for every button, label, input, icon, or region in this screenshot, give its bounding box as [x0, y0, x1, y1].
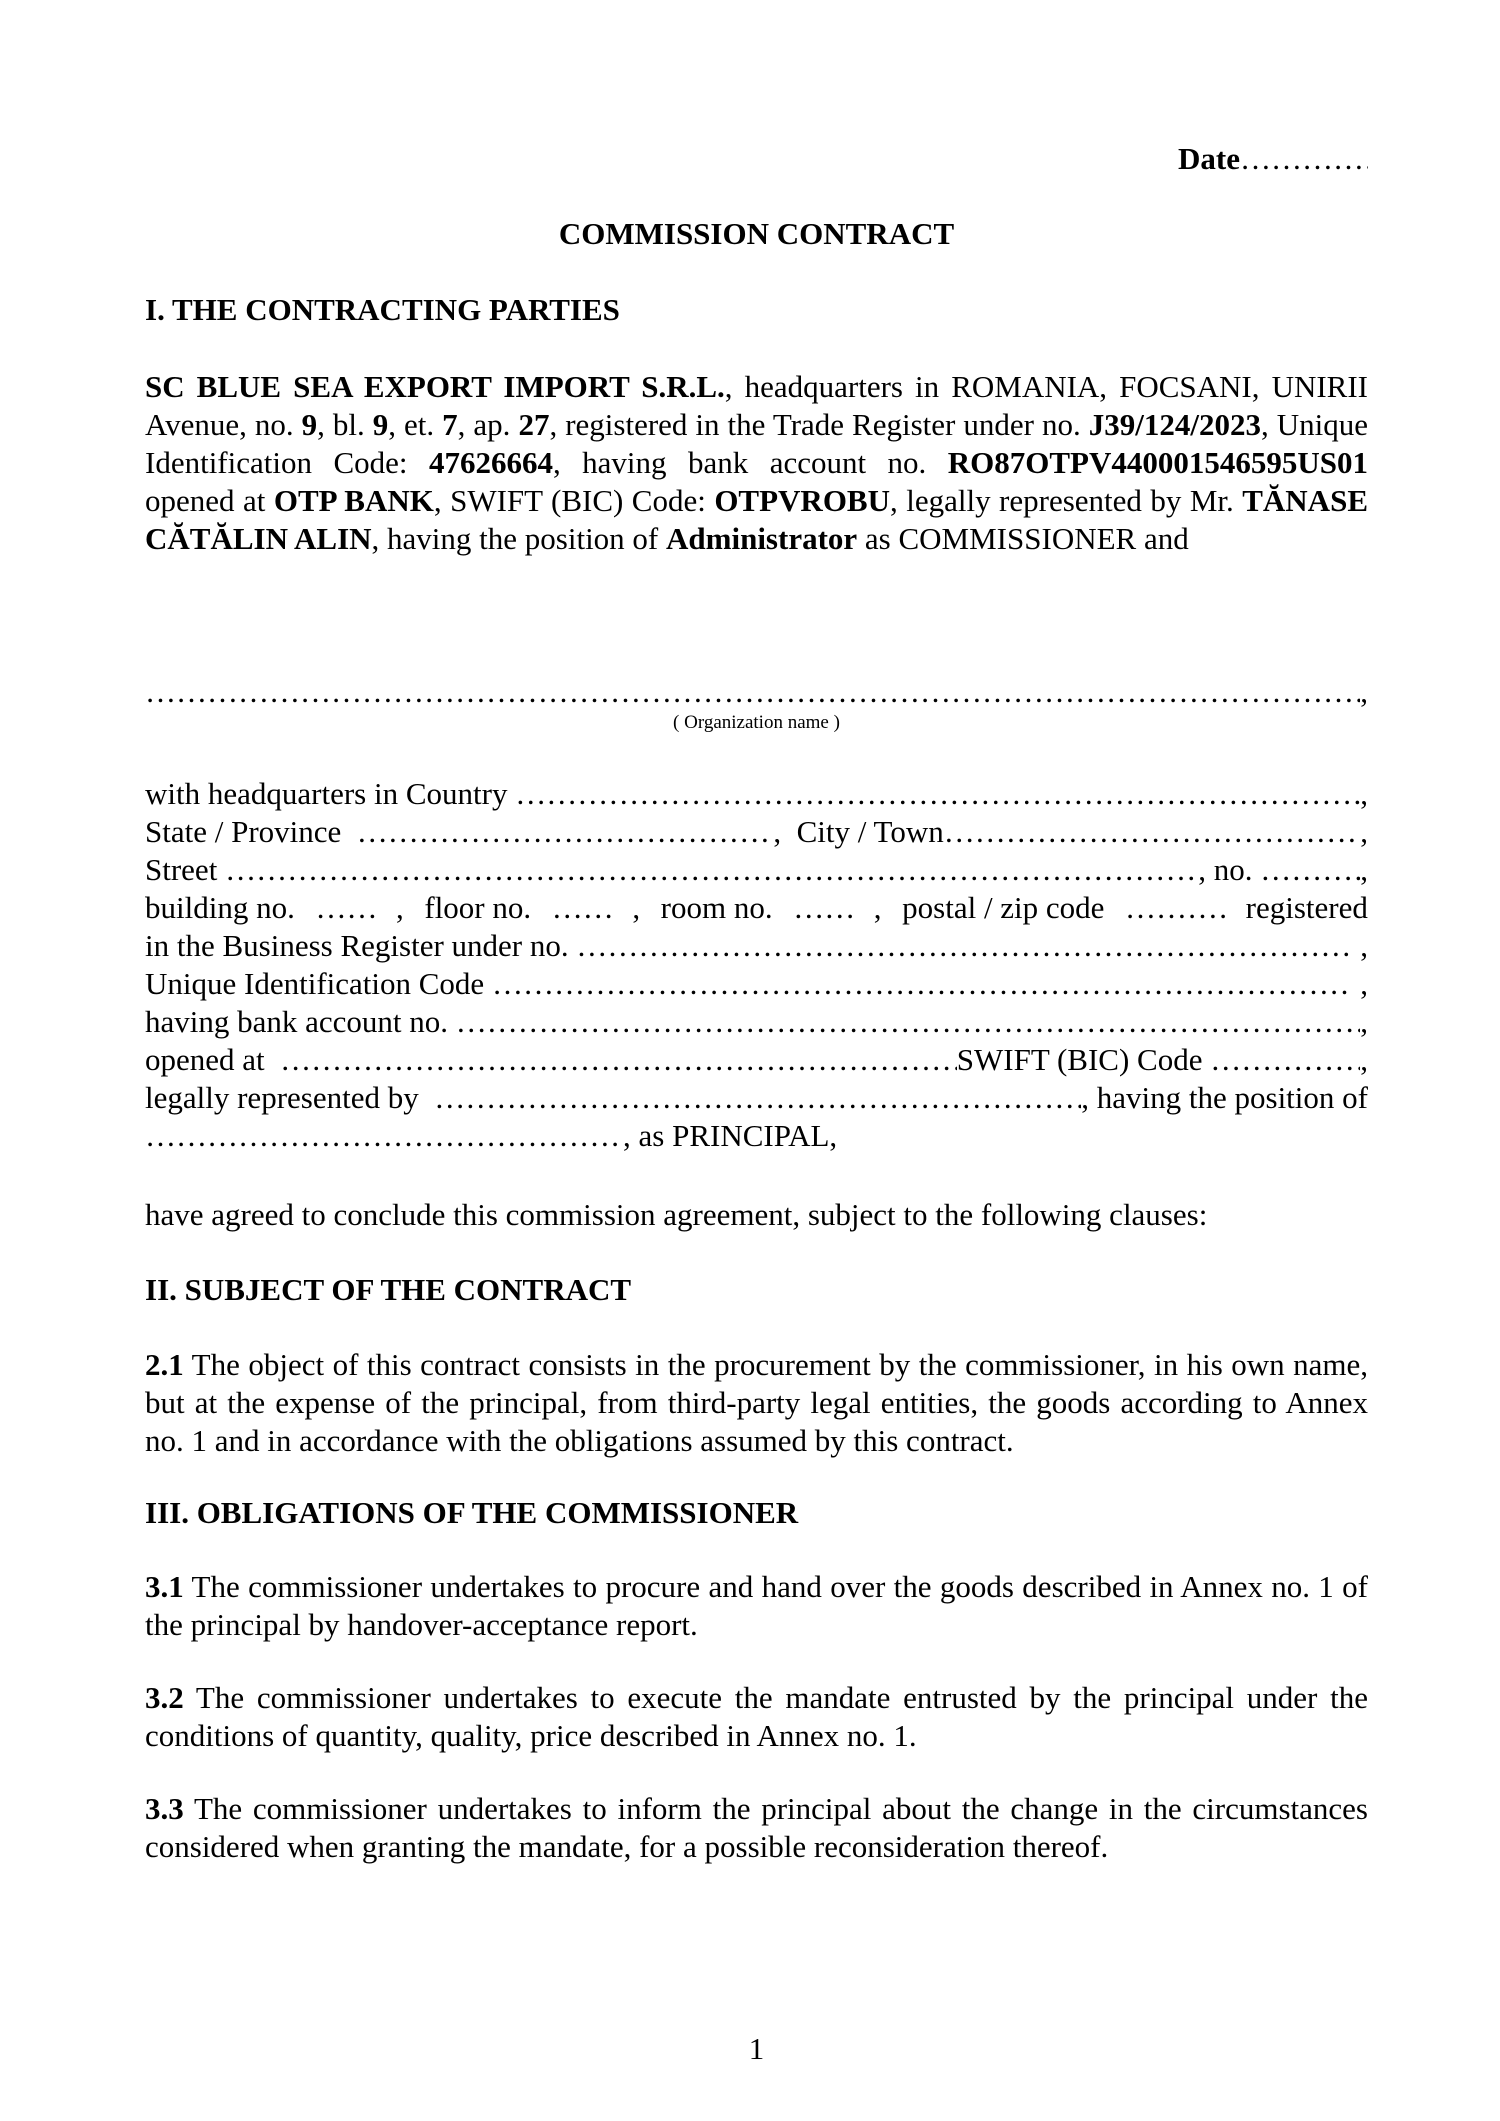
paragraph-text: , Unique Identification Code: [145, 407, 1368, 480]
bold-value: 47626664 [428, 445, 553, 480]
legally-label: legally represented by [145, 1080, 419, 1115]
bold-value: SC BLUE SEA EXPORT IMPORT S.R.L. [145, 369, 725, 404]
clause-number: 2.1 [145, 1347, 184, 1382]
uic-label: Unique Identification Code [145, 966, 485, 1001]
room-label: room no. [660, 890, 773, 925]
paragraph-text: , SWIFT (BIC) Code: [433, 483, 715, 518]
state-field [357, 813, 774, 851]
bank-account-field [456, 1003, 1360, 1041]
no-label: no. [1213, 852, 1253, 887]
bold-value: OTPVROBU [714, 483, 890, 518]
clause-text: The commissioner undertakes to procure and hand over the goods described in Annex no. 1 of the principal by handover-acceptance report. [145, 1569, 1368, 1642]
bold-value: RO87OTPV440001546595US01 [947, 445, 1368, 480]
paragraph-text: , et. [388, 407, 443, 442]
no-field [1260, 851, 1360, 889]
registered-label: registered [1245, 890, 1368, 925]
as-principal-label: , as PRINCIPAL, [623, 1118, 838, 1153]
paragraph-text: , bl. [317, 407, 373, 442]
clause-text: The commissioner undertakes to execute the mandate entrusted by the principal under the conditions of quantity, quality, price described in Annex no. 1. [145, 1680, 1368, 1753]
paragraph-text: as COMMISSIONER and [857, 521, 1189, 556]
uic-field [492, 965, 1353, 1003]
clause-number: 3.3 [145, 1791, 184, 1826]
paragraph-text: , registered in the Trade Register under no. [549, 407, 1089, 442]
commissioner-paragraph [145, 368, 1368, 558]
postal-label: postal / zip code [902, 890, 1105, 925]
postal-field [1125, 889, 1225, 927]
blank-leader [145, 673, 1360, 711]
comma: , [1360, 674, 1368, 709]
bank-account-label: having bank account no. [145, 1004, 449, 1039]
organization-name-blank [145, 673, 1368, 735]
agreement-statement: have agreed to conclude this commission agreement, subject to the following clauses: [145, 1197, 1208, 1232]
page-number: 1 [748, 2031, 765, 2066]
clause-3-3 [145, 1790, 1368, 1866]
document-title: COMMISSION CONTRACT [558, 216, 955, 251]
paragraph-text: , headquarters in ROMANIA, FOCSANI, UNIRII Avenue, no. [145, 369, 1368, 442]
section-3-heading: III. OBLIGATIONS OF THE COMMISSIONER [145, 1495, 799, 1530]
clause-number: 3.1 [145, 1569, 184, 1604]
room-field [793, 889, 853, 927]
principal-form: with headquarters in Country …………………………………………………………………………………………………………………………………………………………………………………………………………… , State / Province …………………………………………………………………………………………………………………………………………………………………………………………………………… , City / Town …………………………………………………………………………………………………………………………………………………………………………………………………………… , Street …………………………………………………………………………………………………………………………………………………………………………………………………………… , no. …………………………………………………………………………………………………………………………………………………………………………………………………………… , building no. …………………………………………………………………………………………………………………………………………………………………………………………………………… , floor no. …………………………………………………………………………………………………………………………………………………………………………………………………………… , room no. …………………………………………………………………………………………………………………………………………………………………………………………………………… , postal / zip code …………………………………………………………………………………………………………………………………………………………………………………………………………… registered in the Business Register under no. …………………………………………………………………………………………………………………………………………………………………………………………………………… , Unique Identification Code …………………………………………………………………………………………………………………………………………………………………………………………………………… , having bank account no. …………………………………………………………………………………………………………………………………………………………………………………………………………… , opened at …………………………………………………………………………………………………………………………………………………………………………………………………………… SWIFT (BIC) Code …………………………………………………………………………………………………………………………………………………………………………………………………………… , legally represented by …………………………………………………………………………………………………………………………………………………………………………………………………………… , having the position of …………………………………………………………………………………………………………………………………………………………………………………………………………… , as PRINCIPAL, [145, 775, 1368, 1155]
building-label: building no. [145, 890, 295, 925]
swift-field [1210, 1041, 1360, 1079]
business-register-field [576, 927, 1352, 965]
bold-value: 9 [372, 407, 389, 442]
street-field [225, 851, 1198, 889]
section-1-heading: I. THE CONTRACTING PARTIES [145, 292, 620, 327]
position-field [145, 1117, 623, 1155]
clause-text: The commissioner undertakes to inform the principal about the change in the circumstances considered when granting the mandate, for a possible reconsideration thereof. [145, 1791, 1368, 1864]
date-label: Date [1178, 141, 1240, 176]
bold-value: 9 [301, 407, 318, 442]
paragraph-text: , having the position of [371, 521, 667, 556]
building-field [315, 889, 375, 927]
country-field [515, 775, 1360, 813]
date-line [145, 140, 1368, 178]
opened-at-field [280, 1041, 957, 1079]
position-label: , having the position of [1081, 1080, 1368, 1115]
clause-number: 3.2 [145, 1680, 184, 1715]
paragraph-text: opened at [145, 483, 274, 518]
street-label: Street [145, 852, 218, 887]
bold-value: TĂNASE CĂTĂLIN ALIN [145, 483, 1368, 556]
legally-field [434, 1079, 1081, 1117]
paragraph-text: , having bank account no. [552, 445, 948, 480]
clause-3-1 [145, 1568, 1368, 1644]
paragraph-text: , legally represented by Mr. [890, 483, 1243, 518]
organization-name-caption: ( Organization name ) [673, 712, 840, 733]
floor-field [552, 889, 612, 927]
bold-value: OTP BANK [273, 483, 434, 518]
bold-value: Administrator [666, 521, 858, 556]
swift-label: SWIFT (BIC) Code [956, 1042, 1203, 1077]
clause-3-2 [145, 1679, 1368, 1755]
bold-value: 7 [442, 407, 458, 442]
floor-label: floor no. [424, 890, 532, 925]
city-label: City / Town [796, 814, 944, 849]
clause-2-1 [145, 1346, 1368, 1460]
date-blank [1240, 140, 1368, 178]
state-label: State / Province [145, 814, 342, 849]
business-register-label: in the Business Register under no. [145, 928, 569, 963]
clause-text: The object of this contract consists in the procurement by the commissioner, in his own name, but at the expense of the principal, from third-party legal entities, the goods according to Annex no. 1 and in accordance with the obligations assumed by this contract. [145, 1347, 1368, 1458]
country-label: with headquarters in Country [145, 776, 508, 811]
section-2-heading: II. SUBJECT OF THE CONTRACT [145, 1272, 632, 1307]
opened-at-label: opened at [145, 1042, 265, 1077]
bold-value: 27 [518, 407, 550, 442]
city-field [944, 813, 1361, 851]
bold-value: J39/124/2023 [1088, 407, 1261, 442]
paragraph-text: , ap. [457, 407, 519, 442]
